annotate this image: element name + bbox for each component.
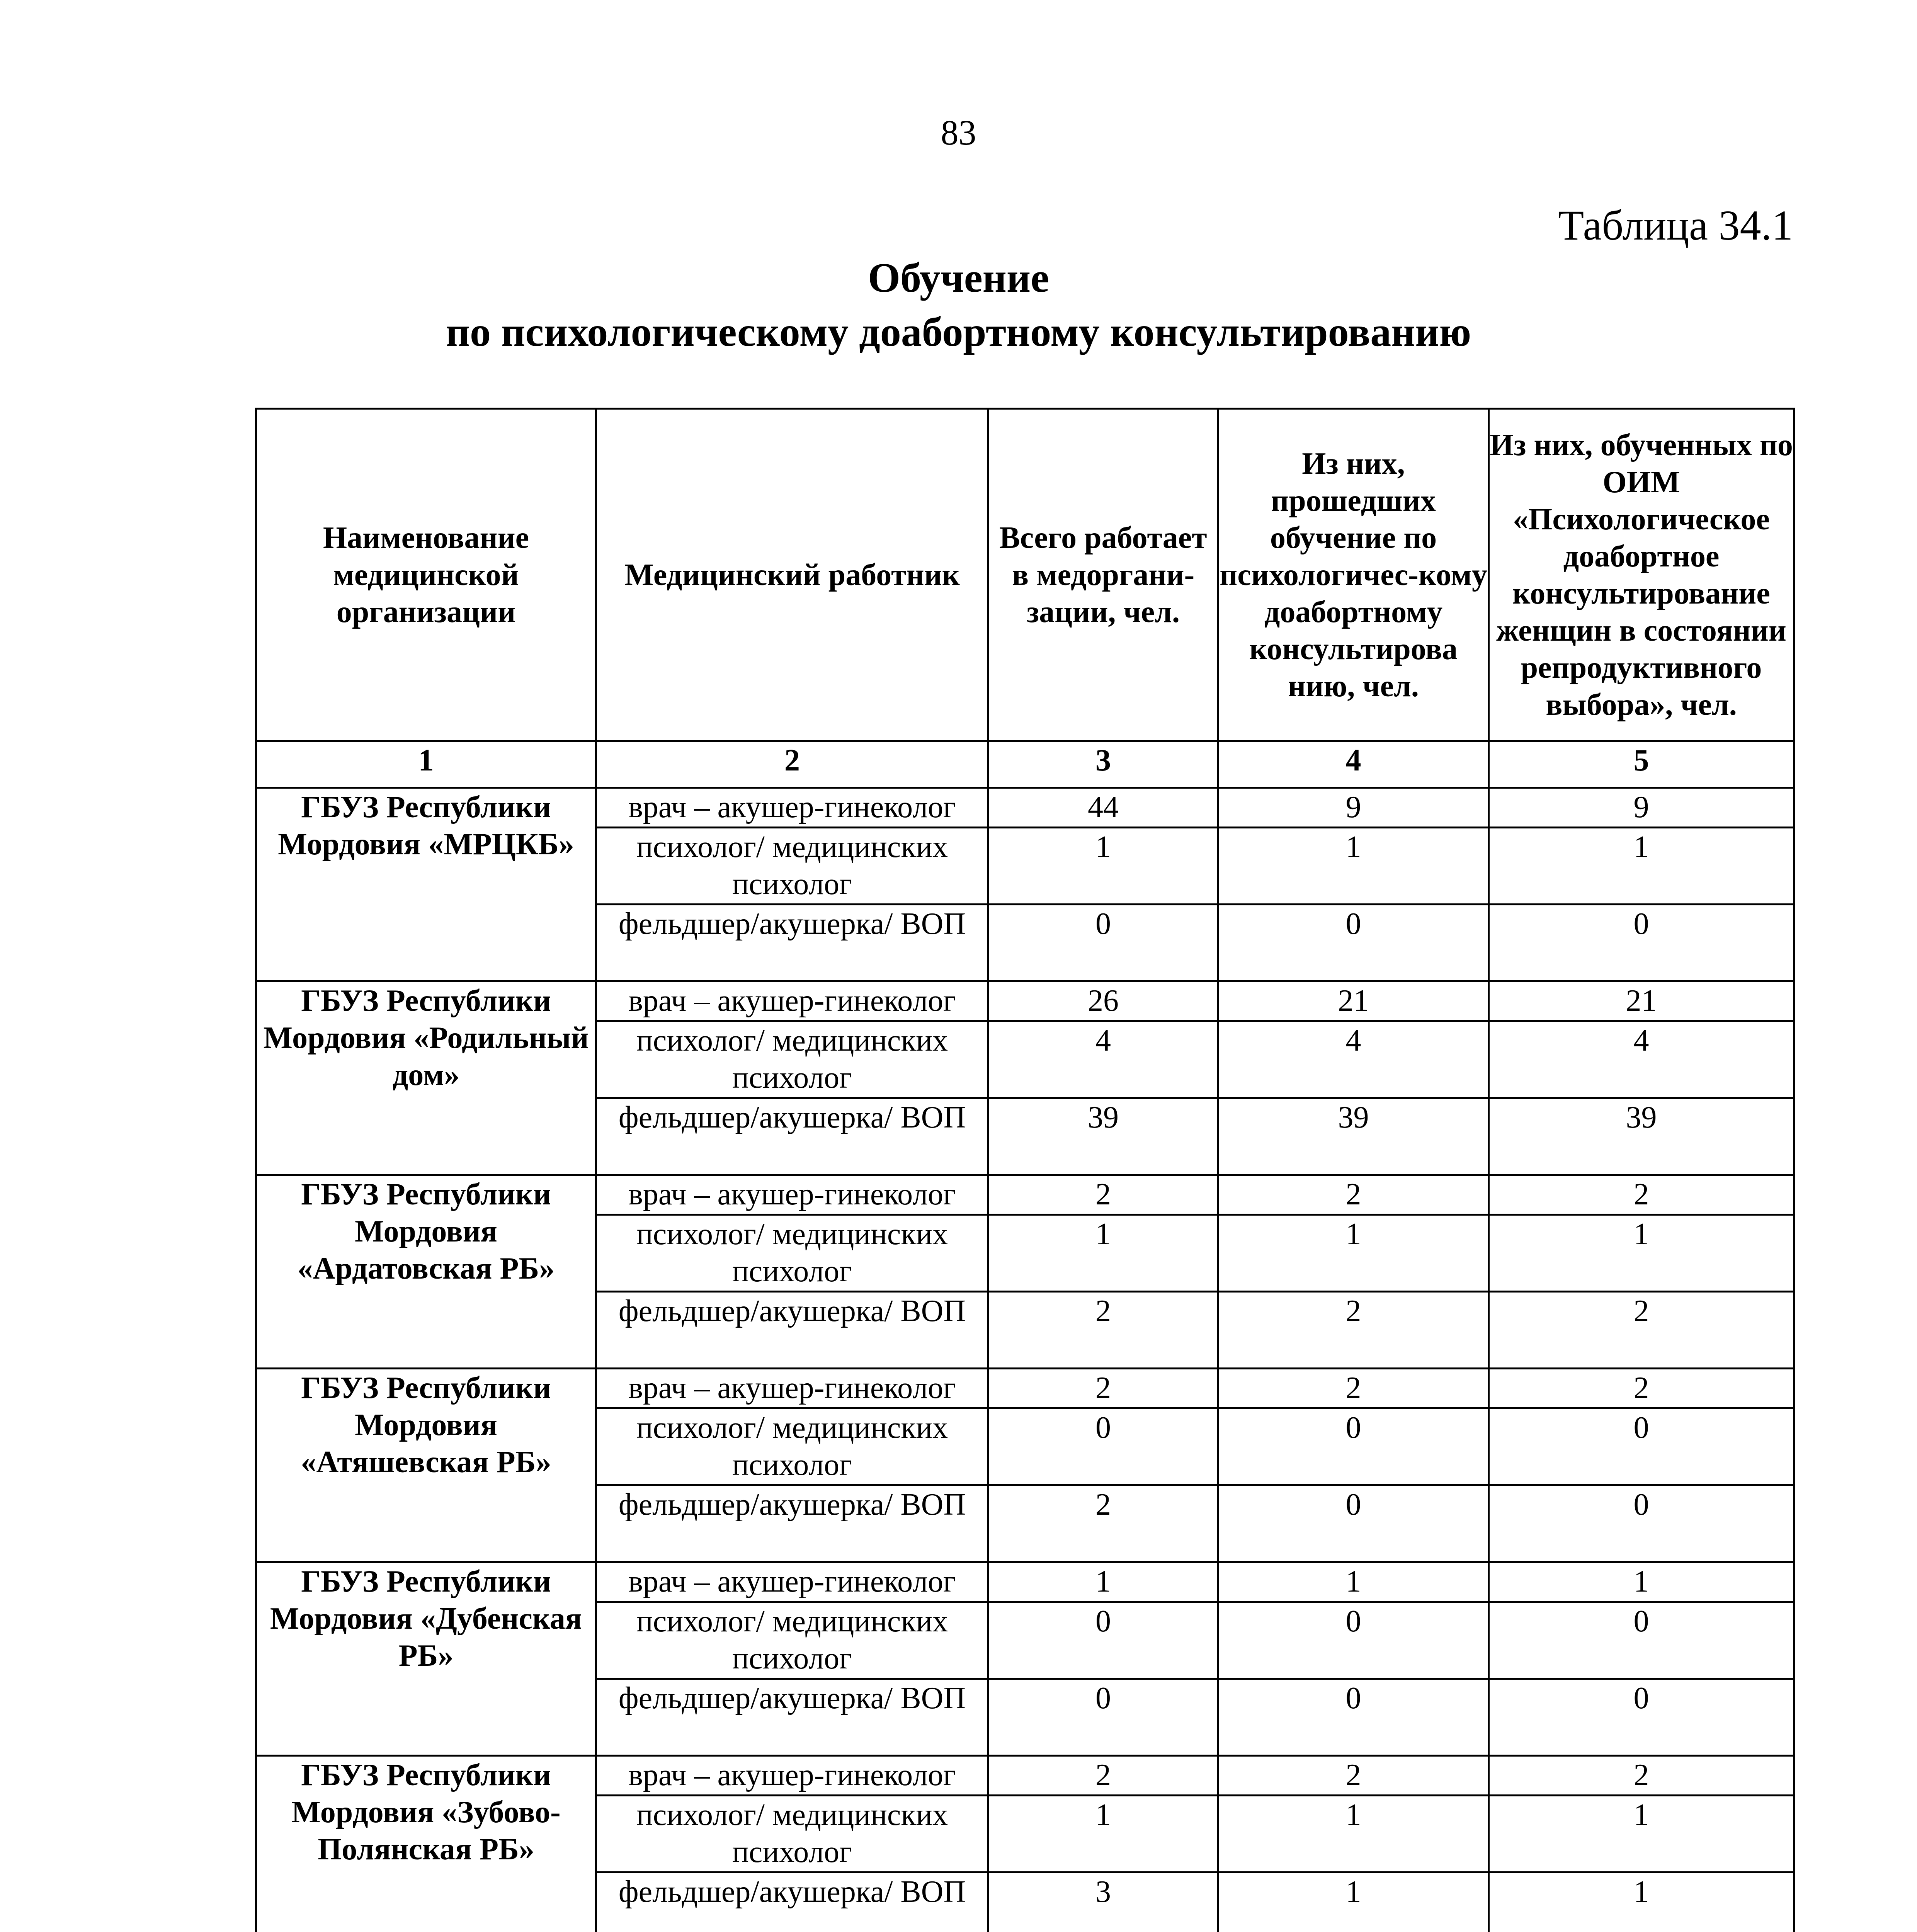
page-number: 83 — [941, 113, 976, 152]
total-cell: 39 — [988, 1098, 1218, 1175]
header-trained-oim: Из них, обученных по ОИМ «Психологическое доабортное консультирование женщин в состоянии репродуктивного выбора», чел. — [1489, 409, 1794, 741]
trained-oim-cell: 1 — [1489, 1796, 1794, 1872]
worker-cell: фельдшер/акушерка/ ВОП — [596, 1485, 988, 1562]
worker-cell: фельдшер/акушерка/ ВОП — [596, 1872, 988, 1932]
table-row — [256, 1175, 1794, 1215]
table-row — [256, 1369, 1794, 1408]
trained-cell: 0 — [1218, 1408, 1489, 1485]
trained-oim-cell: 1 — [1489, 1562, 1794, 1602]
trained-cell: 1 — [1218, 1872, 1489, 1932]
column-index: 3 — [988, 741, 1218, 788]
column-index: 1 — [256, 741, 596, 788]
total-cell: 2 — [988, 1756, 1218, 1796]
trained-oim-cell: 9 — [1489, 788, 1794, 828]
trained-cell: 1 — [1218, 828, 1489, 905]
total-cell: 44 — [988, 788, 1218, 828]
org-name-cell: ГБУЗ Республики Мордовия «Дубенская РБ» — [256, 1562, 596, 1756]
total-cell: 1 — [988, 1215, 1218, 1292]
trained-cell: 1 — [1218, 1215, 1489, 1292]
trained-cell: 9 — [1218, 788, 1489, 828]
worker-cell: фельдшер/акушерка/ ВОП — [596, 1292, 988, 1369]
worker-cell: фельдшер/акушерка/ ВОП — [596, 1679, 988, 1756]
worker-cell: психолог/ медицинских психолог — [596, 1215, 988, 1292]
org-name-cell: ГБУЗ Республики Мордовия «МРЦКБ» — [256, 788, 596, 981]
table-row — [256, 981, 1794, 1021]
table-row — [256, 1756, 1794, 1796]
table-row — [256, 1562, 1794, 1602]
total-cell: 3 — [988, 1872, 1218, 1932]
worker-cell: врач – акушер-гинеколог — [596, 1175, 988, 1215]
total-cell: 0 — [988, 905, 1218, 981]
trained-oim-cell: 2 — [1489, 1756, 1794, 1796]
header-row — [256, 409, 1794, 741]
total-cell: 2 — [988, 1175, 1218, 1215]
worker-cell: психолог/ медицинских психолог — [596, 1796, 988, 1872]
trained-cell: 0 — [1218, 1679, 1489, 1756]
total-cell: 0 — [988, 1408, 1218, 1485]
worker-cell: врач – акушер-гинеколог — [596, 788, 988, 828]
header-worker: Медицинский работник — [596, 409, 988, 741]
worker-cell: врач – акушер-гинеколог — [596, 1756, 988, 1796]
trained-cell: 2 — [1218, 1175, 1489, 1215]
trained-cell: 0 — [1218, 1602, 1489, 1679]
worker-cell: психолог/ медицинских психолог — [596, 828, 988, 905]
worker-cell: врач – акушер-гинеколог — [596, 981, 988, 1021]
trained-oim-cell: 0 — [1489, 905, 1794, 981]
column-index: 2 — [596, 741, 988, 788]
trained-cell: 1 — [1218, 1562, 1489, 1602]
trained-oim-cell: 2 — [1489, 1292, 1794, 1369]
trained-oim-cell: 2 — [1489, 1175, 1794, 1215]
org-name-cell: ГБУЗ Республики Мордовия «Атяшевская РБ» — [256, 1369, 596, 1562]
training-table — [255, 408, 1795, 1932]
trained-oim-cell: 21 — [1489, 981, 1794, 1021]
trained-oim-cell: 0 — [1489, 1679, 1794, 1756]
worker-cell: фельдшер/акушерка/ ВОП — [596, 905, 988, 981]
trained-cell: 0 — [1218, 1485, 1489, 1562]
trained-cell: 2 — [1218, 1756, 1489, 1796]
worker-cell: психолог/ медицинских психолог — [596, 1602, 988, 1679]
trained-oim-cell: 1 — [1489, 828, 1794, 905]
total-cell: 2 — [988, 1292, 1218, 1369]
trained-cell: 39 — [1218, 1098, 1489, 1175]
page-title — [0, 251, 1917, 359]
trained-cell: 4 — [1218, 1021, 1489, 1098]
worker-cell: врач – акушер-гинеколог — [596, 1369, 988, 1408]
total-cell: 2 — [988, 1485, 1218, 1562]
trained-cell: 2 — [1218, 1292, 1489, 1369]
title-line-1: Обучение — [867, 255, 1050, 301]
org-name-cell: ГБУЗ Республики Мордовия «Родильный дом» — [256, 981, 596, 1175]
header-trained: Из них, прошедших обучение по психологичес-кому доабортному консультирова нию, чел. — [1218, 409, 1489, 741]
total-cell: 1 — [988, 1562, 1218, 1602]
trained-cell: 0 — [1218, 905, 1489, 981]
org-name-cell: ГБУЗ Республики Мордовия «Зубово-Полянская РБ» — [256, 1756, 596, 1932]
trained-oim-cell: 4 — [1489, 1021, 1794, 1098]
org-name-cell: ГБУЗ Республики Мордовия «Ардатовская РБ» — [256, 1175, 596, 1369]
total-cell: 26 — [988, 981, 1218, 1021]
column-index: 4 — [1218, 741, 1489, 788]
column-index: 5 — [1489, 741, 1794, 788]
table-row — [256, 788, 1794, 828]
table-label: Таблица 34.1 — [1558, 202, 1793, 249]
trained-oim-cell: 39 — [1489, 1098, 1794, 1175]
total-cell: 2 — [988, 1369, 1218, 1408]
header-total: Всего работает в медоргани-зации, чел. — [988, 409, 1218, 741]
trained-cell: 1 — [1218, 1796, 1489, 1872]
trained-oim-cell: 1 — [1489, 1215, 1794, 1292]
trained-cell: 2 — [1218, 1369, 1489, 1408]
total-cell: 1 — [988, 828, 1218, 905]
worker-cell: психолог/ медицинских психолог — [596, 1408, 988, 1485]
trained-oim-cell: 0 — [1489, 1408, 1794, 1485]
header-org: Наименование медицинской организации — [256, 409, 596, 741]
total-cell: 0 — [988, 1602, 1218, 1679]
column-index-row — [256, 741, 1794, 788]
worker-cell: психолог/ медицинских психолог — [596, 1021, 988, 1098]
total-cell: 4 — [988, 1021, 1218, 1098]
worker-cell: фельдшер/акушерка/ ВОП — [596, 1098, 988, 1175]
total-cell: 1 — [988, 1796, 1218, 1872]
worker-cell: врач – акушер-гинеколог — [596, 1562, 988, 1602]
trained-oim-cell: 2 — [1489, 1369, 1794, 1408]
title-line-2: по психологическому доабортному консультированию — [446, 309, 1471, 355]
trained-oim-cell: 0 — [1489, 1602, 1794, 1679]
trained-oim-cell: 1 — [1489, 1872, 1794, 1932]
total-cell: 0 — [988, 1679, 1218, 1756]
trained-oim-cell: 0 — [1489, 1485, 1794, 1562]
trained-cell: 21 — [1218, 981, 1489, 1021]
